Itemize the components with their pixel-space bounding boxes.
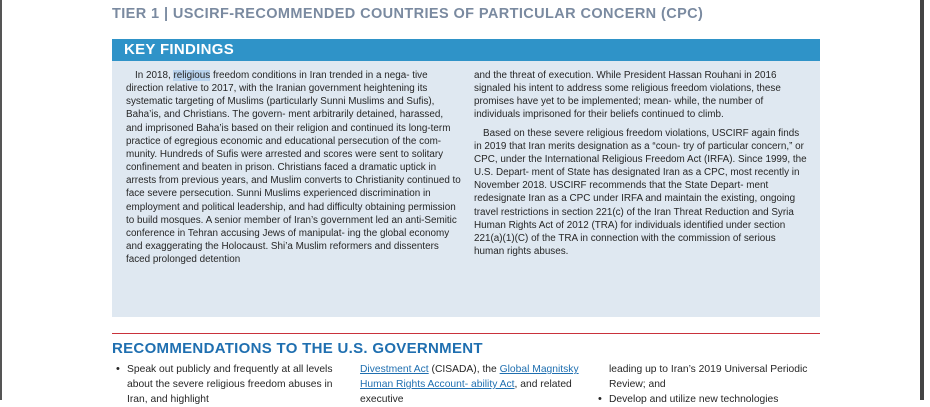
recommendations-title: RECOMMENDATIONS TO THE U.S. GOVERNMENT bbox=[112, 340, 483, 357]
global-magnitsky-link[interactable]: Global Magnitsky Human Rights Account- ability Act bbox=[360, 364, 579, 390]
key-findings-paragraph-1 bbox=[126, 69, 461, 266]
key-findings-column-right bbox=[474, 69, 807, 258]
recommendation-item: Develop and utilize new technologies bbox=[609, 394, 779, 405]
recommendations-column-3 bbox=[598, 362, 820, 405]
highlighted-word[interactable]: religious bbox=[173, 70, 211, 81]
recommendations-column-2 bbox=[360, 362, 580, 407]
paragraph-lead: In 2018, bbox=[135, 70, 174, 81]
cisada-link[interactable]: Divestment Act bbox=[360, 364, 429, 375]
key-findings-column-left bbox=[126, 69, 461, 266]
recommendation-item-continued: leading up to Iran’s 2019 Universal Periodic Review; and bbox=[609, 364, 808, 390]
key-findings-paragraph-1-continued: and the threat of execution. While President Hassan Rouhani in 2016 signaled his intent to address some religious freedom violations, these promises have yet to be implemented; mean- while, the number of individuals imprisoned for their beliefs continued to climb. bbox=[474, 70, 781, 121]
key-findings-title: KEY FINDINGS bbox=[124, 41, 235, 58]
bullet-icon: • bbox=[598, 393, 602, 405]
paragraph-body: freedom conditions in Iran trended in a nega- tive direction relative to 2017, with the Iranian government heightening its systematic targeting of Muslims (particularly Sunni Muslims and Sufis), Baha’is, and Christians. The govern- ment arbitrarily detained, harassed, and imprisoned Baha’is based on their religion and continued its long-term practice of egregious economic and educational persecution of the com- munity. Hundreds of Sufis were arrested and scores were sent to solitary confinement and beaten in prison. Christians faced a dramatic uptick in arrests from previous years, and Muslim converts to Christianity continued to face severe persecution. Sunni Muslims experienced discrimination in employment and political leadership, and had difficulty obtaining permission to build mosques. A senior member of Iran’s government led an anti-Semitic conference in Tehran accusing Jews of manipulat- ing the global economy and exaggerating the Holocaust. Shi’a Muslim reformers and dissenters faced prolonged detention bbox=[126, 70, 461, 266]
section-divider bbox=[112, 333, 820, 334]
bullet-icon: • bbox=[116, 363, 120, 375]
recommendation-text: (CISADA), the bbox=[428, 364, 500, 375]
recommendation-text: , and related executive bbox=[360, 379, 572, 405]
recommendations-column-1 bbox=[116, 362, 336, 407]
key-findings-paragraph-2: Based on these severe religious freedom violations, USCIRF again finds in 2019 that Iran merits designation as a “coun- try of particular concern,” or CPC, under the International Religious Freedom Act (IRFA). Since 1999, the U.S. Depart- ment of State has designated Iran as a CPC, most recently in November 2018. USCIRF recommends that the State Depart- ment redesignate Iran as a CPC under IRFA and maintain the existing, ongoing travel restrictions in section 221(c) of the Iran Threat Reduction and Syria Human Rights Act of 2012 (TRA) for individuals identified under section 221(a)(1)(C) of the TRA in connection with the commission of serious human rights abuses. bbox=[474, 127, 807, 258]
recommendation-item: Speak out publicly and frequently at all levels about the severe religious freedom abuses in Iran, and highlight bbox=[127, 364, 333, 405]
key-findings-panel bbox=[112, 39, 820, 317]
recommendation-item-continued bbox=[360, 362, 580, 407]
key-findings-header bbox=[112, 39, 820, 61]
tier-label: TIER 1 | USCIRF-RECOMMENDED COUNTRIES OF PARTICULAR CONCERN (CPC) bbox=[112, 6, 704, 22]
